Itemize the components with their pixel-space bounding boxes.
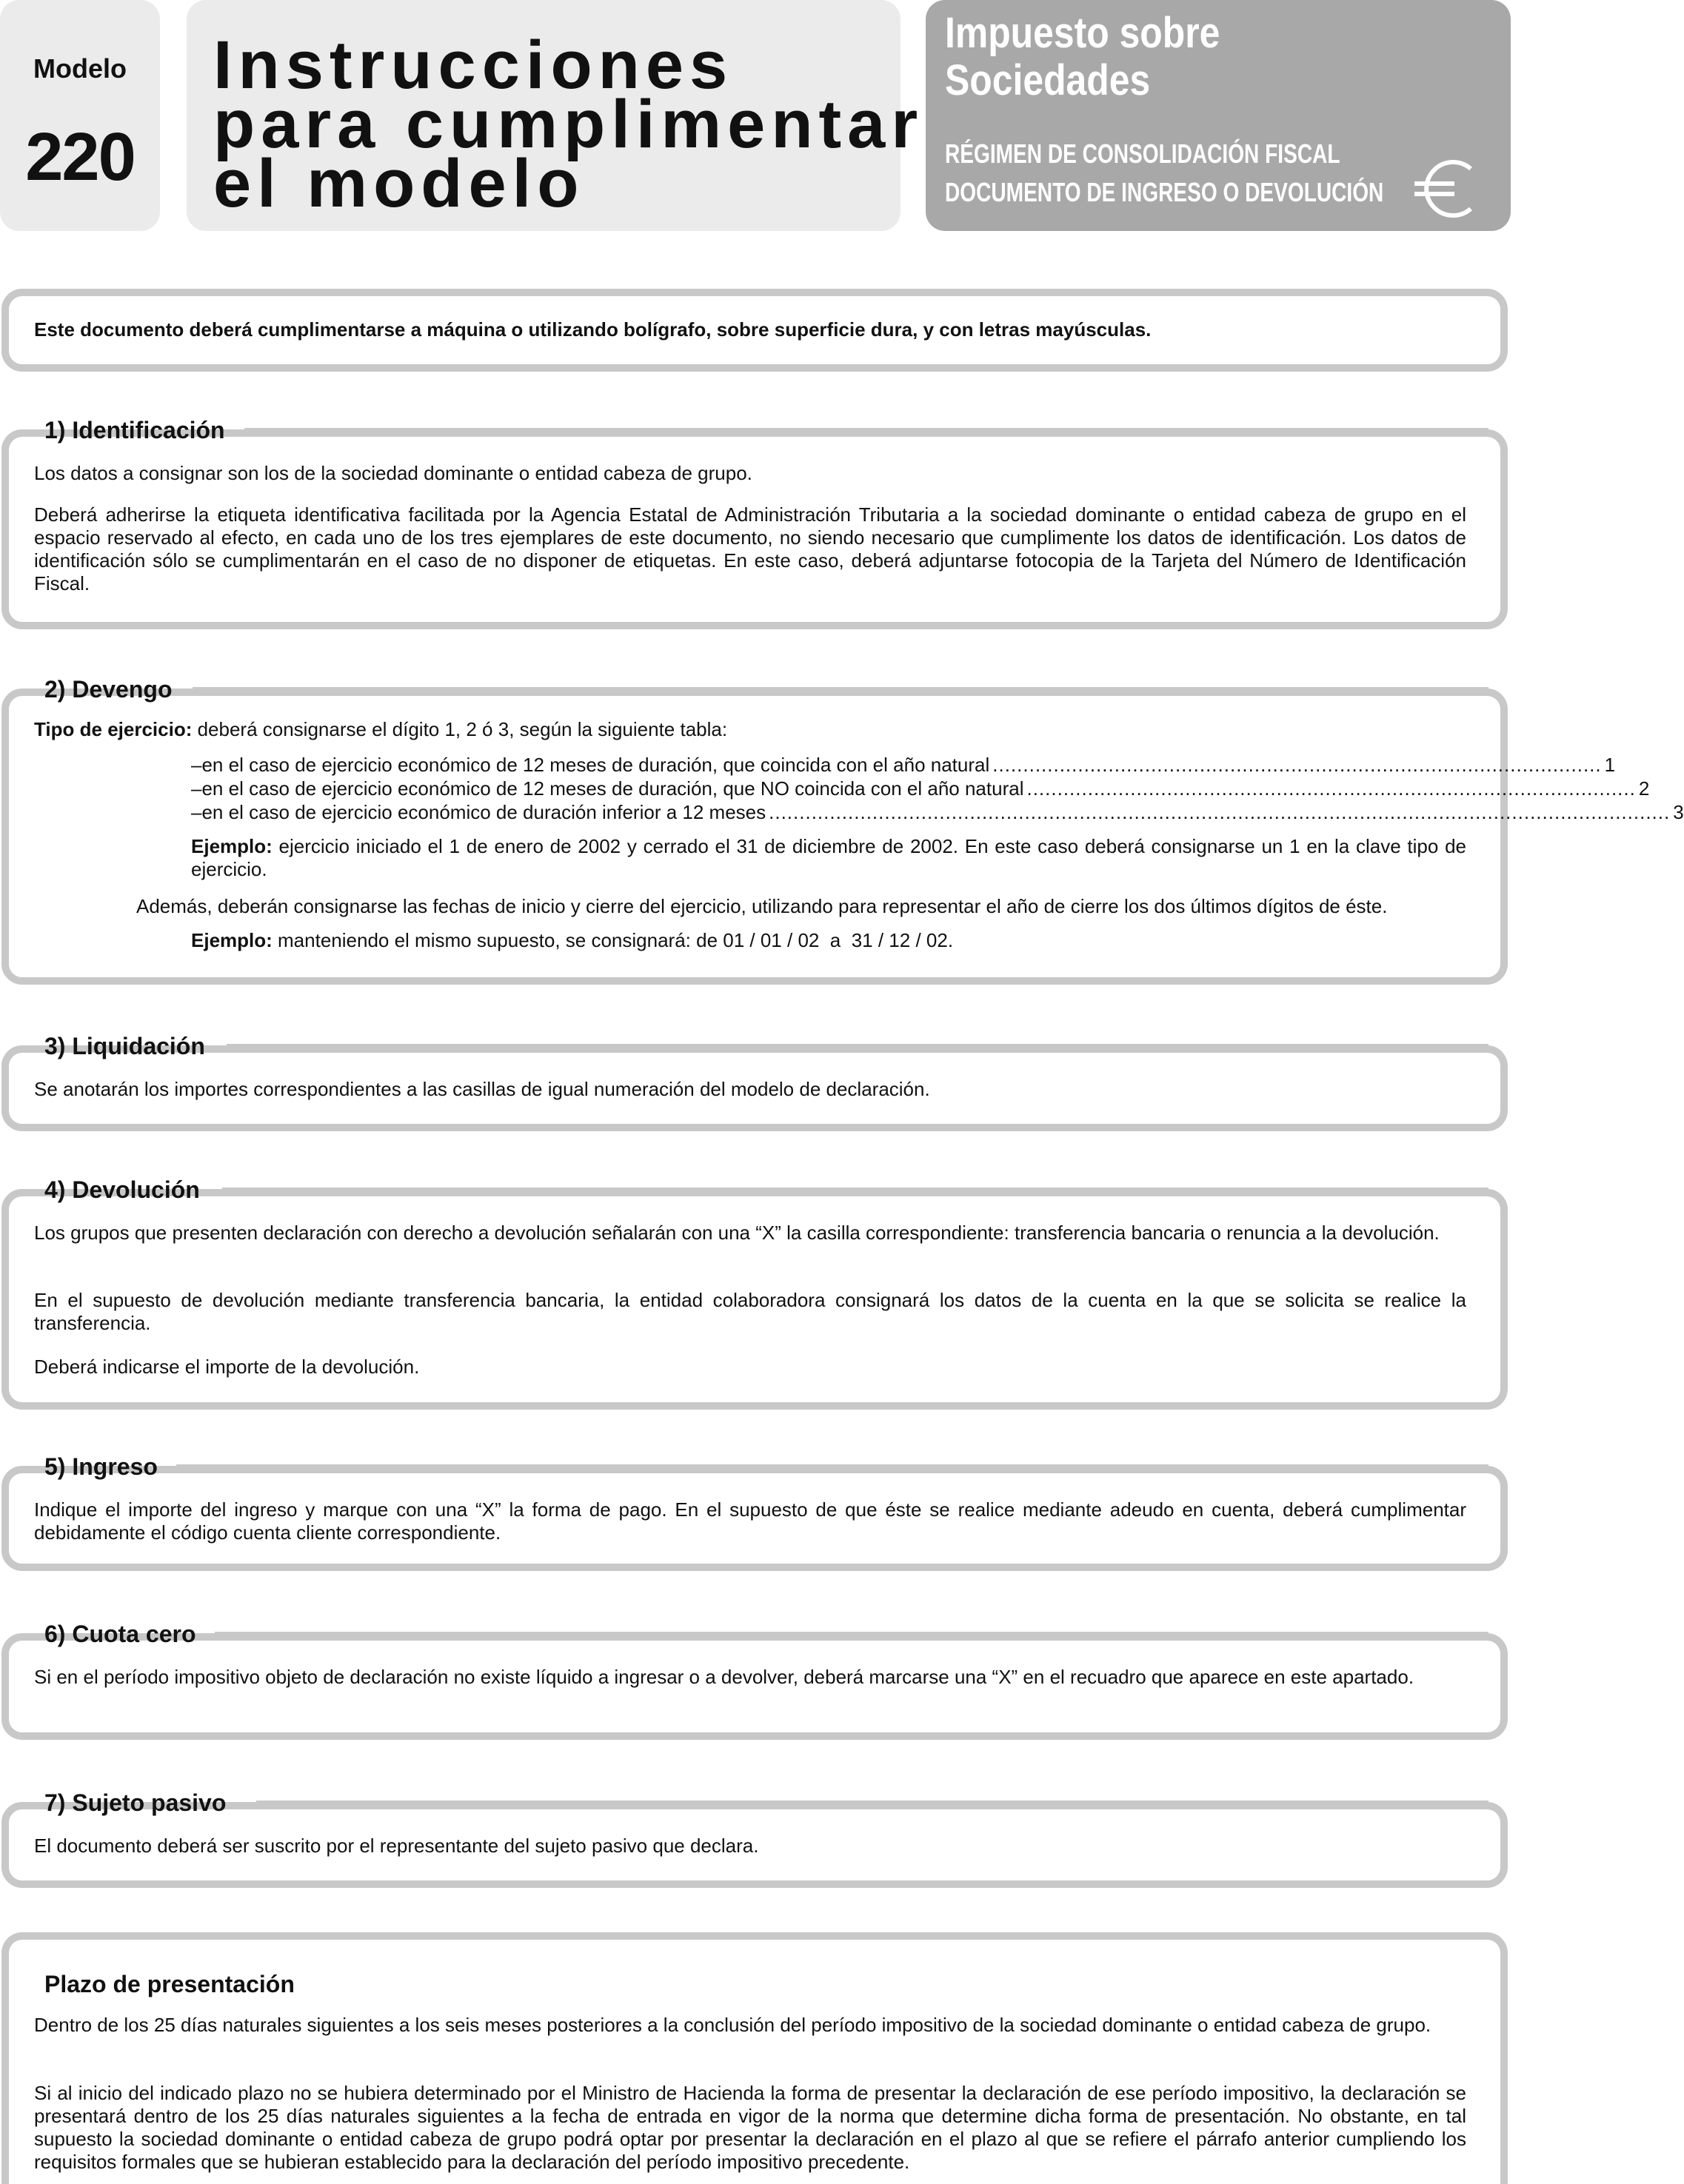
devolucion-p2: En el supuesto de devolución mediante transferencia bancaria, la entidad colaboradora consignará los datos de la cuenta en la que se solicita se realice la transferencia. xyxy=(34,1289,1466,1334)
plazo-p1: Dentro de los 25 días naturales siguientes a los seis meses posteriores a la conclusión del período impositivo de la sociedad dominante o entidad cabeza de grupo. xyxy=(34,2014,1431,2036)
section-title-liquidacion: 3) Liquidación xyxy=(44,1033,205,1059)
section-title-sujeto-pasivo: 7) Sujeto pasivo xyxy=(44,1789,227,1816)
sujeto-pasivo-p1: El documento deberá ser suscrito por el representante del sujeto pasivo que declara. xyxy=(34,1835,759,1857)
title-bar xyxy=(176,1464,1488,1473)
plazo-p2: Si al inicio del indicado plazo no se hubiera determinado por el Ministro de Hacienda la forma de presentar la declaración de ese período impositivo, la declaración se presentará dentro de los 25 días naturales siguientes a la fecha de entrada en vigor de la norma que determine dicha forma de presentación. No obstante, en tal supuesto la sociedad dominante o entidad cabeza de grupo podrá optar por presentar la declaración en el plazo al que se refiere el párrafo anterior cumpliendo los requisitos formales que se hubieran establecido para la declaración del período impositivo precedente. xyxy=(34,2082,1466,2173)
tax-line-2: Sociedades xyxy=(945,56,1151,104)
title-line-1: Instrucciones xyxy=(213,27,734,103)
section-title-plazo: Plazo de presentación xyxy=(44,1971,295,1997)
tipo-text: deberá consignarse el dígito 1, 2 ó 3, según la siguiente tabla: xyxy=(192,718,728,740)
devengo-ejemplo-2: Ejemplo: manteniendo el mismo supuesto, se consignará: de 01 / 01 / 02 a 31 / 12 / 02. xyxy=(191,929,954,951)
devolucion-p1: Los grupos que presenten declaración con derecho a devolución señalarán con una “X” la casilla correspondiente: transferencia bancaria o renuncia a la devolución. xyxy=(34,1222,1440,1244)
tax-subtitle-2: DOCUMENTO DE INGRESO O DEVOLUCIÓN xyxy=(945,177,1384,207)
tax-line-1: Impuesto sobre xyxy=(945,9,1220,57)
identificacion-p1: Los datos a consignar son los de la sociedad dominante o entidad cabeza de grupo. xyxy=(34,462,752,484)
tipo-label: Tipo de ejercicio: xyxy=(34,718,193,740)
devengo-ademas: Además, deberán consignarse las fechas de inicio y cierre del ejercicio, utilizando para representar el año de cierre los dos últimos dígitos de éste. xyxy=(136,895,1388,917)
devengo-ejemplo-1: Ejemplo: ejercicio iniciado el 1 de enero de 2002 y cerrado el 31 de diciembre de 2002. En este caso deberá consignarse un 1 en la clave tipo de ejercicio. xyxy=(191,835,1466,880)
title-line-3: el modelo xyxy=(213,146,585,221)
tax-subtitle-1: RÉGIMEN DE CONSOLIDACIÓN FISCAL xyxy=(945,138,1340,169)
title-bar xyxy=(193,687,1488,696)
modelo-label: Modelo xyxy=(33,53,127,84)
title-bar xyxy=(227,1044,1488,1053)
identificacion-p2: Deberá adherirse la etiqueta identificativa facilitada por la Agencia Estatal de Administración Tributaria a la sociedad dominante o entidad cabeza de grupo en el espacio reservado al efecto, en cada uno de los tres ejemplares de este documento, no siendo necesario que cumplimente los datos de identificación. Los datos de identificación sólo se cumplimentarán en el caso de no disponer de etiquetas. En este caso, deberá adjuntarse fotocopia de la Tarjeta del Número de Identificación Fiscal. xyxy=(34,503,1466,594)
section-title-ingreso: 5) Ingreso xyxy=(44,1453,158,1480)
modelo-box xyxy=(0,0,160,231)
liquidacion-p1: Se anotarán los importes correspondientes a las casillas de igual numeración del modelo de declaración. xyxy=(34,1078,930,1100)
devengo-tipo xyxy=(34,718,1466,741)
title-bar xyxy=(256,1801,1488,1809)
title-bar xyxy=(244,428,1488,437)
list-item: – en el caso de ejercicio económico de 12 meses de duración, que coincida con el año natural .................................................................................................... 1 xyxy=(191,754,1616,776)
section-title-devolucion: 4) Devolución xyxy=(44,1176,200,1203)
title-box xyxy=(187,0,924,231)
section-title-cuota-cero: 6) Cuota cero xyxy=(44,1621,196,1647)
euro-icon xyxy=(1411,155,1478,222)
title-line-2: para cumplimentar xyxy=(213,87,924,162)
notice-text: Este documento deberá cumplimentarse a máquina o utilizando bolígrafo, sobre superficie dura, y con letras mayúsculas. xyxy=(34,318,1152,341)
section-title-identificacion: 1) Identificación xyxy=(44,417,225,443)
ingreso-p1: Indique el importe del ingreso y marque con una “X” la forma de pago. En el supuesto de que éste se realice mediante adeudo en cuenta, deberá cumplimentar debidamente el código cuenta cliente correspondiente. xyxy=(34,1498,1466,1544)
modelo-number: 220 xyxy=(25,119,135,195)
cuota-cero-p1: Si en el período impositivo objeto de declaración no existe líquido a ingresar o a devolver, deberá marcarse una “X” en el recuadro que aparece en este apartado. xyxy=(34,1666,1414,1688)
list-item: – en el caso de ejercicio económico de duración inferior a 12 meses .................................................................................................................................................... 3 xyxy=(191,801,1684,823)
title-bar xyxy=(222,1188,1488,1196)
section-title-devengo: 2) Devengo xyxy=(44,676,173,703)
devolucion-p3: Deberá indicarse el importe de la devolución. xyxy=(34,1356,420,1378)
list-item: – en el caso de ejercicio económico de 12 meses de duración, que NO coincida con el año natural .................................................................................................... 2 xyxy=(191,777,1650,800)
title-bar xyxy=(215,1632,1488,1641)
